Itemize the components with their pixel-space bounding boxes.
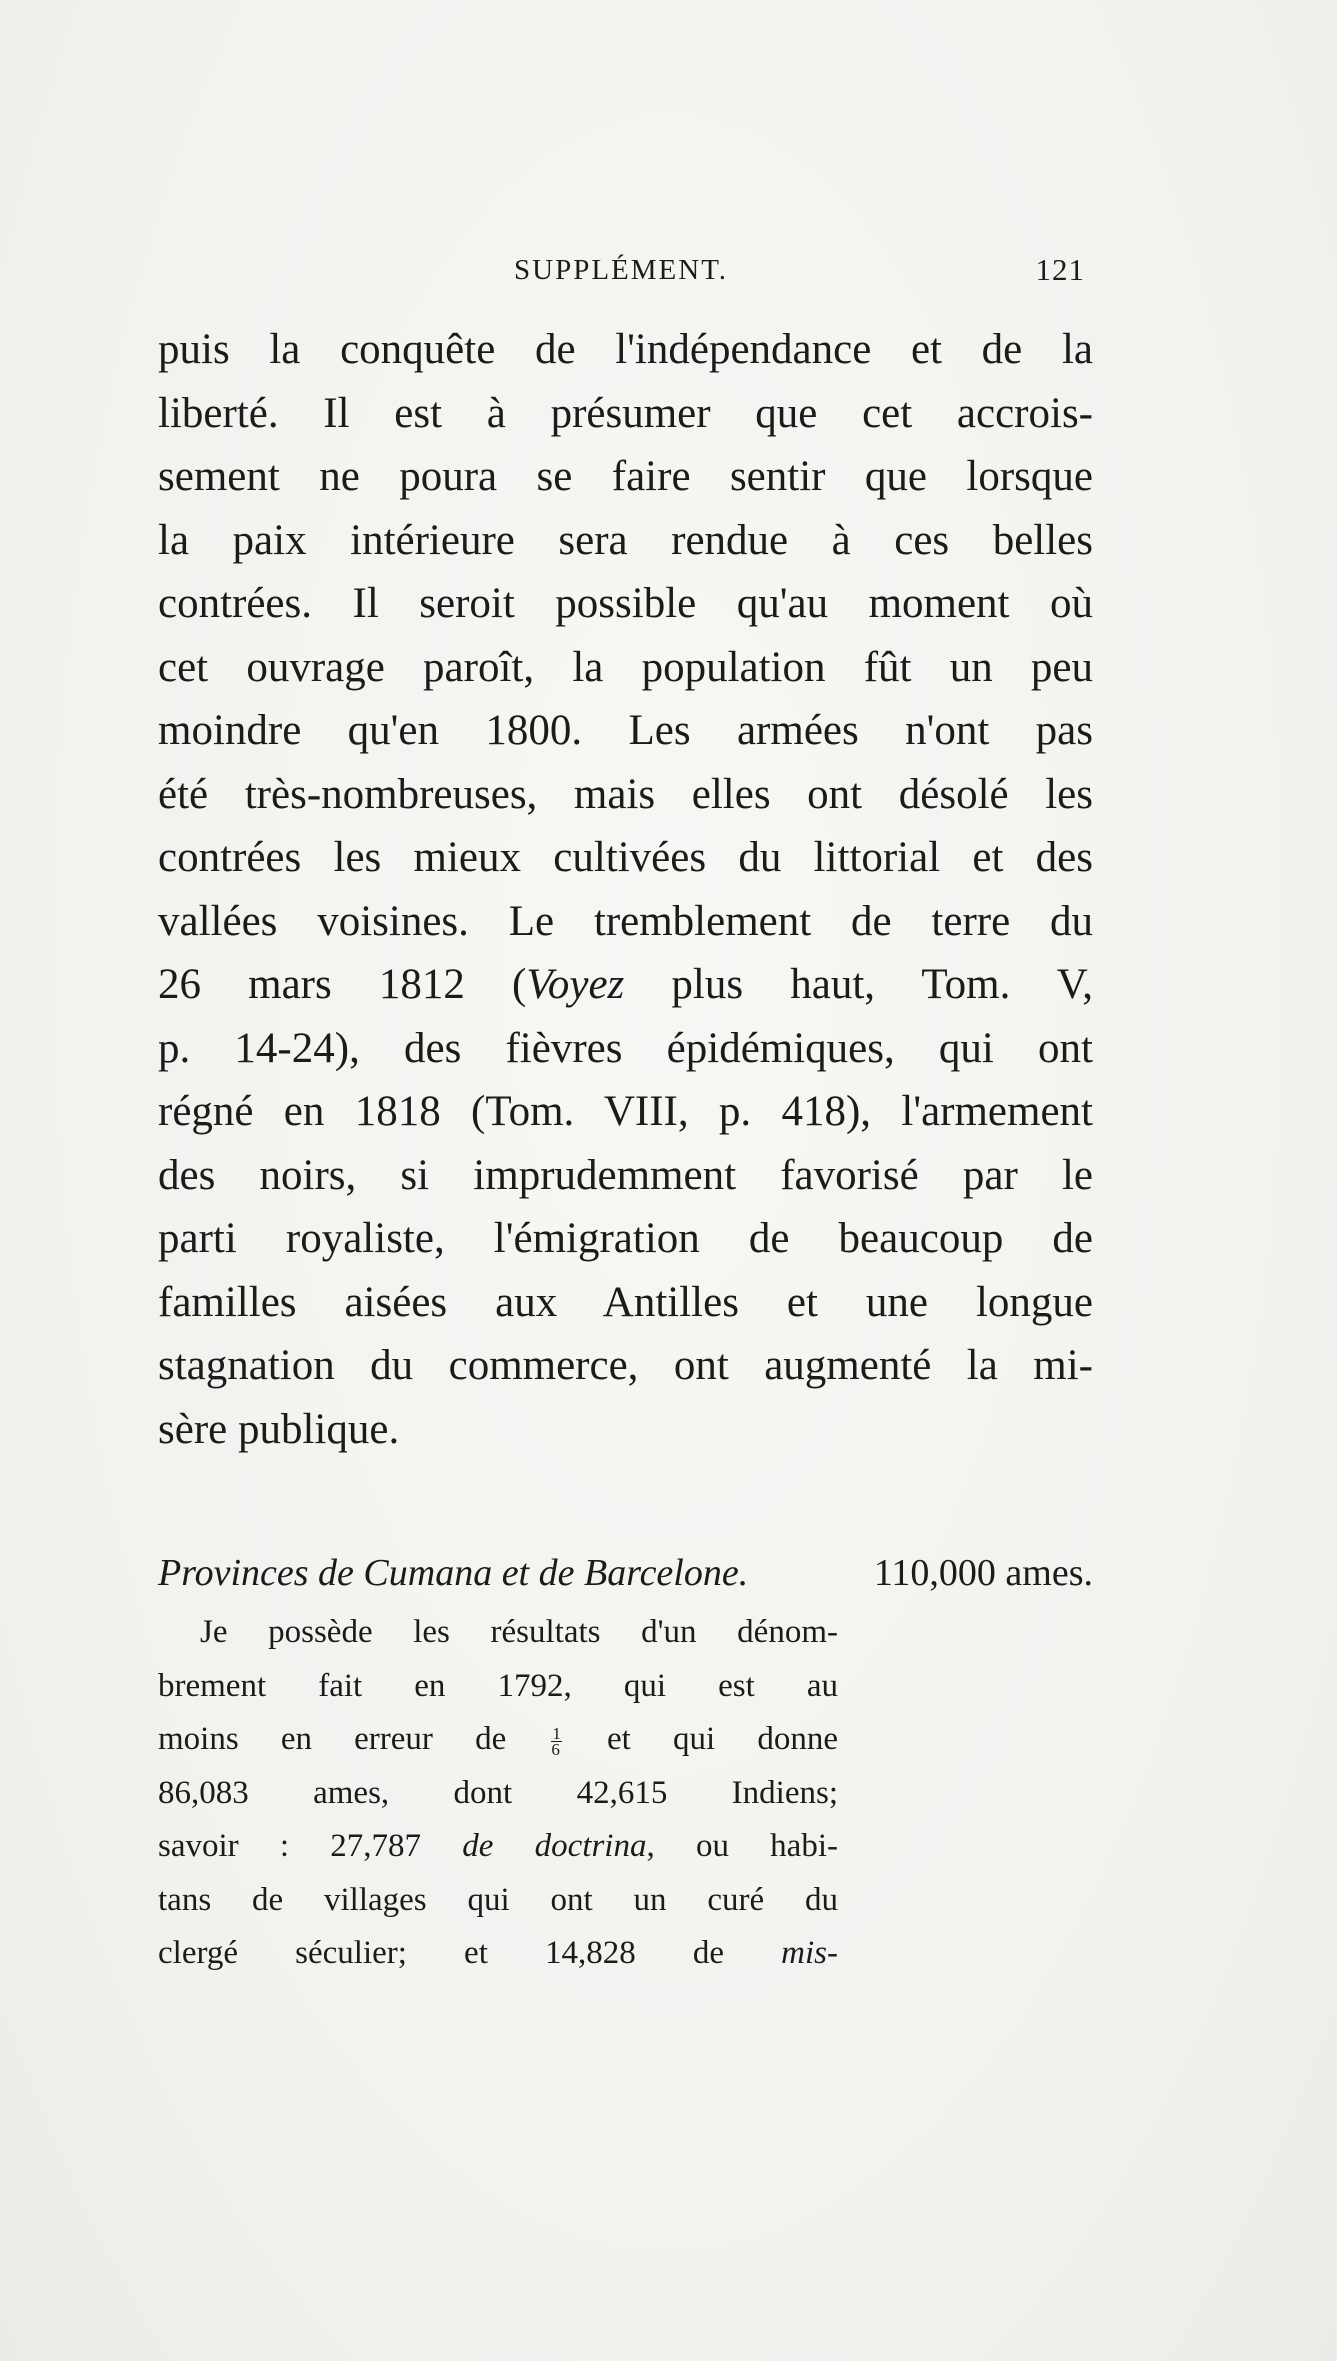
text-line: moindre qu'en 1800. Les armées n'ont pas <box>158 707 1093 754</box>
text-line: vallées voisines. Le tremblement de terre du <box>158 897 1093 945</box>
text-segment: savoir : 27,787 <box>158 1828 463 1864</box>
text-segment: 26 mars 1812 ( <box>158 961 527 1008</box>
text-line-with-italic <box>158 953 1093 1017</box>
text-line: sement ne poura se faire sentir que lorsque <box>158 453 1093 500</box>
text-line: liberté. Il est à présumer que cet accrois- <box>158 389 1093 437</box>
text-line: stagnation du commerce, ont augmenté la mi- <box>158 1342 1093 1389</box>
text-line: contrées. Il seroit possible qu'au moment où <box>158 580 1093 627</box>
text-segment: moins en erreur de <box>158 1721 549 1757</box>
note-line: brement fait en 1792, qui est au <box>158 1667 838 1704</box>
italic-de-doctrina: de doctrina <box>462 1828 647 1864</box>
text-line: puis la conquête de l'indépendance et de la <box>158 326 1093 373</box>
footnote-block <box>158 1606 838 1981</box>
fraction-one-sixth <box>551 1723 562 1759</box>
text-segment: , ou habi- <box>646 1828 838 1864</box>
page-number: 121 <box>1035 252 1085 287</box>
text-line: régné en 1818 (Tom. VIII, p. 418), l'armement <box>158 1088 1093 1135</box>
note-line: Je possède les résultats d'un dénom- <box>200 1614 838 1650</box>
text-line: familles aisées aux Antilles et une longue <box>158 1278 1093 1326</box>
note-line-with-italic <box>158 1927 838 1981</box>
text-segment: plus haut, Tom. V, <box>624 961 1093 1008</box>
text-line: la paix intérieure sera rendue à ces belles <box>158 516 1093 564</box>
province-section <box>158 1546 1093 1981</box>
text-line: contrées les mieux cultivées du littorial et des <box>158 834 1093 881</box>
note-line: 86,083 ames, dont 42,615 Indiens; <box>158 1774 838 1811</box>
text-line: p. 14-24), des fièvres épidémiques, qui ont <box>158 1024 1093 1072</box>
text-segment: clergé séculier; et 14,828 de <box>158 1935 782 1971</box>
text-line: été très-nombreuses, mais elles ont désolé les <box>158 770 1093 818</box>
text-line: des noirs, si imprudemment favorisé par le <box>158 1151 1093 1199</box>
text-segment: et qui donne <box>564 1721 838 1757</box>
text-line: sère publique. <box>158 1405 400 1453</box>
italic-mis: mis- <box>781 1935 838 1971</box>
text-line: parti royaliste, l'émigration de beaucoup de <box>158 1215 1093 1262</box>
running-head <box>160 250 1085 290</box>
population-figure: 110,000 ames. <box>873 1552 1093 1594</box>
note-line-with-italic <box>158 1820 838 1874</box>
main-paragraph <box>158 318 1093 1461</box>
italic-voyez: Voyez <box>526 961 625 1008</box>
note-line-with-fraction <box>158 1713 838 1767</box>
fraction-numerator: 1 <box>552 1723 561 1743</box>
fraction-denominator: 6 <box>551 1739 560 1759</box>
text-line: cet ouvrage paroît, la population fût un peu <box>158 643 1093 691</box>
section-title: Provinces de Cumana et de Barcelone. <box>158 1552 749 1594</box>
section-heading <box>158 1546 1093 1600</box>
running-title: SUPPLÉMENT. <box>514 254 729 286</box>
note-line: tans de villages qui ont un curé du <box>158 1881 838 1918</box>
